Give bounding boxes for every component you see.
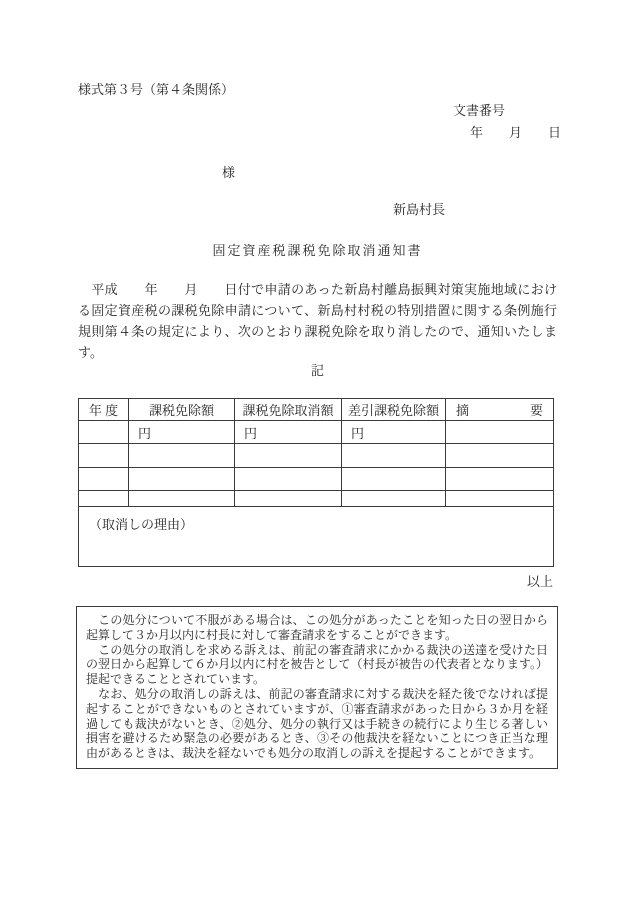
record-marker: 記 (310, 363, 324, 378)
table-reason-row (79, 507, 554, 567)
notice-paragraph-lawsuit: この処分の取消しを求める訴えは、前記の審査請求にかかる裁決の送達を受けた日の翌日から起算して６か月以内に村を被告として（村長が被告の代表者となります。）提起できることとされています。 (86, 642, 548, 687)
table-cell-empty (446, 491, 554, 507)
header-exemption-amount: 課税免除額 (129, 399, 235, 421)
header-remarks-right: 要 (529, 403, 543, 418)
header-remarks (446, 399, 554, 421)
header-year: 年 度 (79, 399, 129, 421)
cancellation-reason-cell: （取消しの理由） (79, 507, 554, 567)
table-cell-empty (342, 491, 446, 507)
table-cell-empty (235, 444, 342, 468)
table-cell-empty (235, 468, 342, 491)
header-remarks-left: 摘 (456, 403, 470, 418)
page-title: 固定資産税課税免除取消通知書 (212, 243, 423, 258)
table-cell-empty (446, 444, 554, 468)
table-row (79, 468, 554, 491)
unit-cell-exemption: 円 (129, 421, 235, 444)
table-cell-empty (342, 444, 446, 468)
table-cell-empty (79, 468, 129, 491)
date-line: 年 月 日 (470, 125, 562, 140)
unit-cell-remarks (446, 421, 554, 444)
header-balance-amount: 差引課税免除額 (342, 399, 446, 421)
table-cell-empty (129, 444, 235, 468)
table-row (79, 491, 554, 507)
header-cancelled-amount: 課税免除取消額 (235, 399, 342, 421)
body-paragraph: 平成 年 月 日付で申請のあった新島村離島振興対策実施地域における固定資産税の課税免除申請について、新島村村税の特別措置に関する条例施行規則第４条の規定により、次のとおり課税免除を取り消したので、通知いたします。 (78, 282, 557, 360)
appeal-notice-box (76, 606, 558, 769)
table-row (79, 444, 554, 468)
table-unit-row (79, 421, 554, 444)
table-cell-empty (446, 468, 554, 491)
table-cell-empty (235, 491, 342, 507)
table-cell-empty (129, 491, 235, 507)
document-number-label: 文書番号 (453, 103, 506, 118)
sender-name: 新島村長 (393, 202, 446, 217)
exemption-table (78, 398, 554, 567)
notice-paragraph-exceptions: なお、処分の取消しの訴えは、前記の審査請求に対する裁決を経た後でなければ提起することができないものとされていますが、①審査請求があった日から３か月を経過しても裁決がないとき、②処分、処分の執行又は手続きの続行により生じる著しい損害を避けるため緊急の必要があるとき、③その他裁決を経ないことにつき正当な理由があるときは、裁決を経ないでも処分の取消しの訴えを提起することができます。 (86, 686, 548, 761)
unit-cell-balance: 円 (342, 421, 446, 444)
table-cell-empty (342, 468, 446, 491)
form-number: 様式第３号（第４条関係） (78, 82, 235, 97)
closing-marker: 以上 (526, 574, 553, 589)
table-cell-empty (79, 491, 129, 507)
notice-paragraph-review-request: この処分について不服がある場合は、この処分があったことを知った日の翌日から起算して３か月以内に村長に対して審査請求をすることができます。 (86, 613, 548, 642)
table-header-row (79, 399, 554, 421)
table-cell-empty (129, 468, 235, 491)
addressee-suffix: 様 (222, 165, 236, 180)
table-cell-empty (79, 444, 129, 468)
unit-cell-year (79, 421, 129, 444)
unit-cell-cancelled: 円 (235, 421, 342, 444)
